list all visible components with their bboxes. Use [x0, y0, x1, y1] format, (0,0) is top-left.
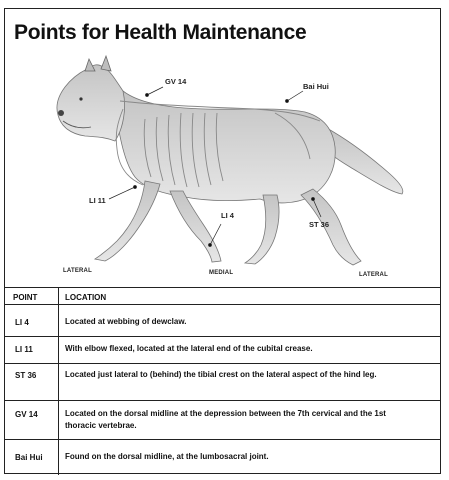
label-bai-hui: Bai Hui	[303, 82, 329, 91]
dog-silhouette	[57, 56, 403, 265]
row-rule	[5, 336, 440, 337]
location-cell: With elbow flexed, located at the lateral end of the cubital crease.	[65, 344, 313, 353]
label-li4: LI 4	[221, 211, 234, 220]
dog-anatomy-figure	[5, 9, 442, 289]
table-top-rule	[5, 287, 440, 288]
chart-frame	[4, 8, 441, 474]
point-cell: LI 11	[15, 345, 33, 354]
table-header-rule	[5, 304, 440, 305]
page-title: Points for Health Maintenance	[14, 21, 307, 44]
label-gv14: GV 14	[165, 77, 187, 86]
label-medial: MEDIAL	[209, 270, 234, 276]
table-column-divider	[58, 287, 59, 475]
row-rule	[5, 400, 440, 401]
row-rule	[5, 363, 440, 364]
label-st36: ST 36	[309, 220, 330, 229]
label-lateral-left: LATERAL	[63, 268, 92, 274]
point-cell: GV 14	[15, 410, 38, 419]
location-cell: Found on the dorsal midline, at the lumbosacral joint.	[65, 452, 269, 461]
location-cell: Located on the dorsal midline at the depression between the 7th cervical and the 1st thoracic vertebrae.	[65, 409, 386, 430]
location-cell: Located at webbing of dewclaw.	[65, 317, 187, 326]
point-cell: LI 4	[15, 318, 29, 327]
row-rule	[5, 439, 440, 440]
table-header-location: LOCATION	[65, 293, 107, 302]
point-cell: ST 36	[15, 371, 37, 380]
label-lateral-right: LATERAL	[359, 272, 388, 278]
table-header-point: POINT	[13, 293, 38, 302]
label-li11: LI 11	[89, 196, 106, 205]
location-cell: Located just lateral to (behind) the tibial crest on the lateral aspect of the hind leg.	[65, 370, 377, 379]
point-cell: Bai Hui	[15, 453, 43, 462]
